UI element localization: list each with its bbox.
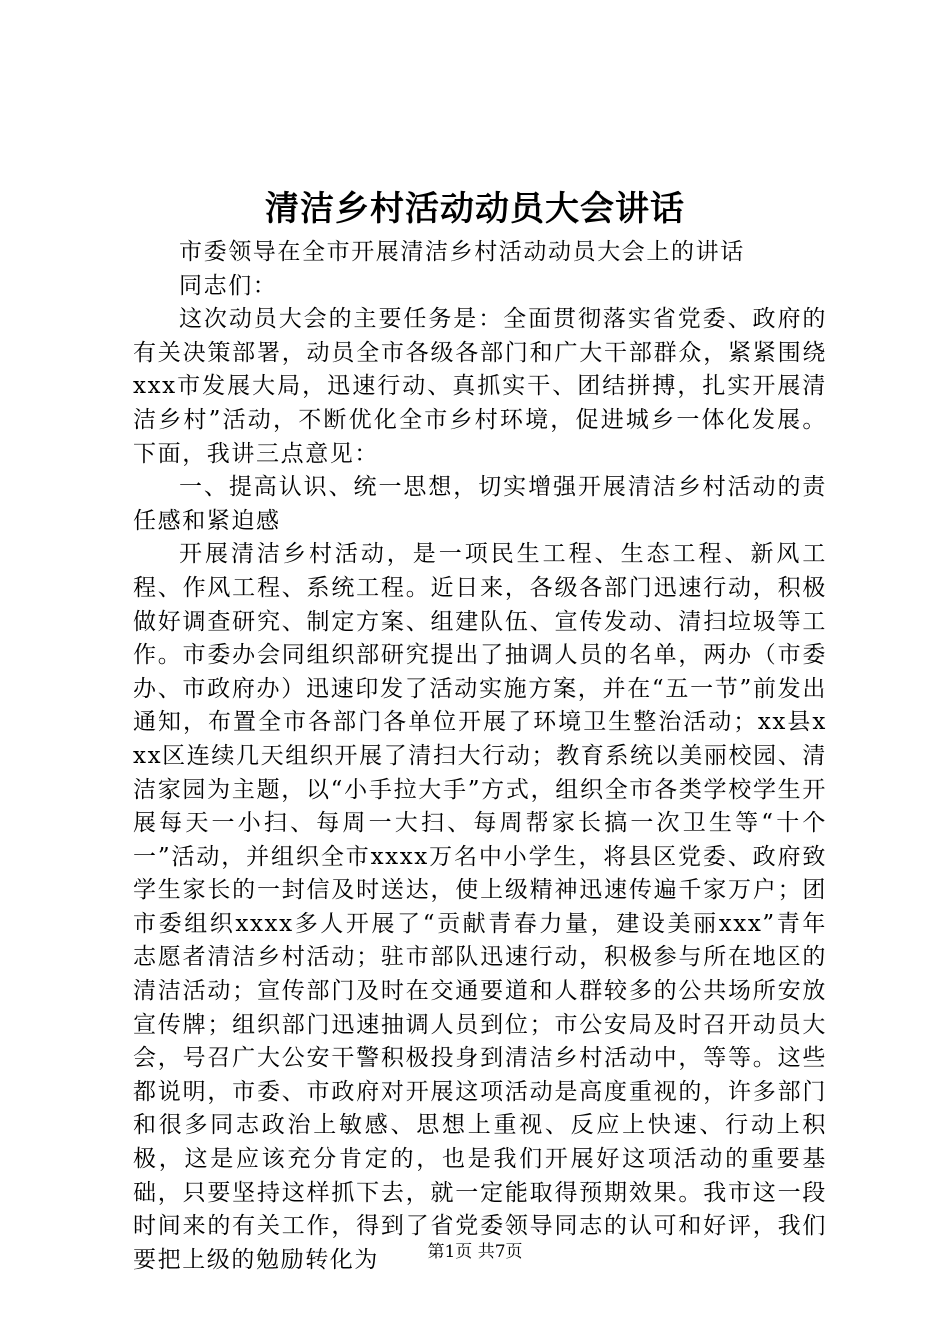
document-body <box>133 236 827 1277</box>
page-footer: 第1页 共7页 <box>427 1242 523 1262</box>
subtitle-paragraph: 市委领导在全市开展清洁乡村活动动员大会上的讲话 <box>179 239 745 265</box>
document-title: 清洁乡村活动动员大会讲话 <box>265 189 685 229</box>
intro-paragraph: 这次动员大会的主要任务是：全面贯彻落实省党委、政府的有关决策部署，动员全市各级各部门和广大干部群众，紧紧围绕xxx市发展大局，迅速行动、真抓实干、团结拼搏，扎实开展清洁乡村”活动，不断优化全市乡村环境，促进城乡一体化发展。下面，我讲三点意见： <box>133 306 827 467</box>
section-heading-1: 一、提高认识、统一思想，切实增强开展清洁乡村活动的责任感和紧迫感 <box>133 474 827 534</box>
salutation-paragraph: 同志们： <box>179 272 278 299</box>
body-paragraph: 开展清洁乡村活动，是一项民生工程、生态工程、新风工程、作风工程、系统工程。近日来，各级各部门迅速行动，积极做好调查研究、制定方案、组建队伍、宣传发动、清扫垃圾等工作。市委办会同组织部研究提出了抽调人员的名单，两办（市委办、市政府办）迅速印发了活动实施方案，并在“五一节”前发出通知，布置全市各部门各单位开展了环境卫生整治活动；xx县xxx区连续几天组织开展了清扫大行动；教育系统以美丽校园、清洁家园为主题，以“小手拉大手”方式，组织全市各类学校学生开展每天一小扫、每周一大扫、每周帮家长搞一次卫生等“十个一”活动，并组织全市xxxx万名中小学生，将县区党委、政府致学生家长的一封信及时送达，使上级精神迅速传遍千家万户；团市委组织xxxx多人开展了“贡献青春力量，建设美丽xxx”青年志愿者清洁乡村活动；驻市部队迅速行动，积极参与所在地区的清洁活动；宣传部门及时在交通要道和人群较多的公共场所安放宣传牌；组织部门迅速抽调人员到位；市公安局及时召开动员大会，号召广大公安干警积极投身到清洁乡村活动中，等等。这些都说明，市委、市政府对开展这项活动是高度重视的，许多部门和很多同志政治上敏感、思想上重视、反应上快速、行动上积极，这是应该充分肯定的，也是我们开展好这项活动的重要基础，只要坚持这样抓下去，就一定能取得预期效果。我市这一段时间来的有关工作，得到了省党委领导同志的认可和好评，我们要把上级的勉励转化为 <box>133 541 827 1273</box>
